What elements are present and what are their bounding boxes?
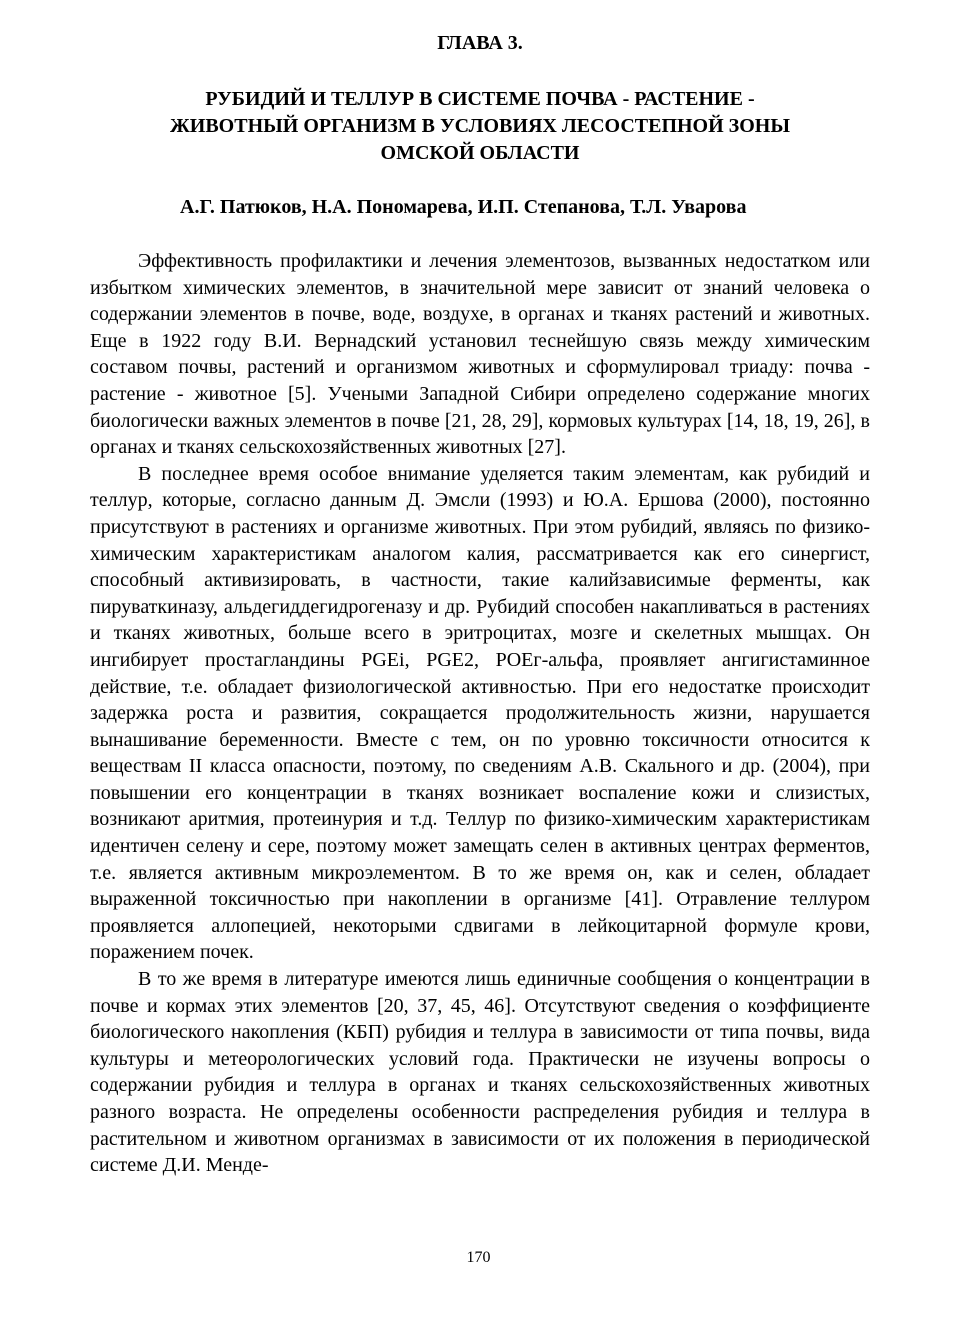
article-body (90, 248, 870, 1179)
chapter-heading: ГЛАВА 3. (437, 32, 523, 54)
authors-line: А.Г. Патюков, Н.А. Пономарева, И.П. Степанова, Т.Л. Уварова (180, 196, 747, 218)
document-page (90, 30, 870, 1179)
article-title-line: РУБИДИЙ И ТЕЛЛУР В СИСТЕМЕ ПОЧВА - РАСТЕНИЕ - (205, 88, 755, 110)
article-title-line: ОМСКОЙ ОБЛАСТИ (380, 142, 580, 164)
body-paragraph: В то же время в литературе имеются лишь единичные сообщения о концентрации в почве и кормах этих элементов [20, 37, 45, 46]. Отсутствуют сведения о коэффициенте биологического накопления (КБП) рубидия и теллура в зависимости от типа почвы, вида культуры и метеорологических условий года. Практически не изучены вопросы о содержании рубидия и теллура в органах и тканях сельскохозяйственных животных разного возраста. Не определены особенности распределения рубидия и теллура в растительном и животном организмах в зависимости от их положения в периодической системе Д.И. Менде- (90, 968, 870, 1177)
body-paragraph: Эффективность профилактики и лечения элементозов, вызванных недостатком или избытком химических элементов, в значительной мере зависит от знаний человека о содержании элементов в почве, воде, воздухе, в органах и тканях растений и животных. Еще в 1922 году В.И. Вернадский установил теснейшую связь между химическим составом почвы, растений и организмом животных и сформулировал триаду: почва - растение - животное [5]. Учеными Западной Сибири определено содержание многих биологически важных элементов в почве [21, 28, 29], кормовых культурах [14, 18, 19, 26], в органах и тканях сельскохозяйственных животных [27]. (90, 250, 870, 459)
body-paragraph: В последнее время особое внимание уделяется таким элементам, как рубидий и теллур, которые, согласно данным Д. Эмсли (1993) и Ю.А. Ершова (2000), постоянно присутствуют в растениях и организме животных. При этом рубидий, являясь по физико-химическим характеристикам аналогом калия, рассматривается как его синергист, способный активизировать, в частности, такие калийзависимые ферменты, как пируваткиназу, альдегиддегидрогеназу и др. Рубидий способен накапливаться в растениях и тканях животных, больше всего в эритроцитах, мозге и скелетных мышцах. Он ингибирует простагландины PGEi, PGE2, POEг-альфа, проявляет ангигистаминное действие, т.е. обладает физиологической активностью. При его недостатке происходит задержка роста и развития, сокращается продолжительность жизни, нарушается вынашивание беременности. Вместе с тем, он по уровню токсичности относится к веществам II класса опасности, поэтому, по сведениям А.В. Скального и др. (2004), при повышении его концентрации в тканях возникает воспаление кожи и слизистых, возникают аритмия, протеинурия и т.д. Теллур по физико-химическим характеристикам идентичен селену и сере, поэтому может замещать селен в активных центрах ферментов, т.е. является активным микроэлементом. В то же время он, как и селен, обладает выраженной токсичностью при накоплении в организме [41]. Отравление теллуром проявляется аллопецией, некоторыми сдвигами в лейкоцитарной формуле крови, поражением почек. (90, 462, 870, 964)
article-title-line: ЖИВОТНЫЙ ОРГАНИЗМ В УСЛОВИЯХ ЛЕСОСТЕПНОЙ ЗОНЫ (170, 115, 790, 137)
page-number: 170 (466, 1249, 491, 1266)
article-title (110, 86, 850, 167)
